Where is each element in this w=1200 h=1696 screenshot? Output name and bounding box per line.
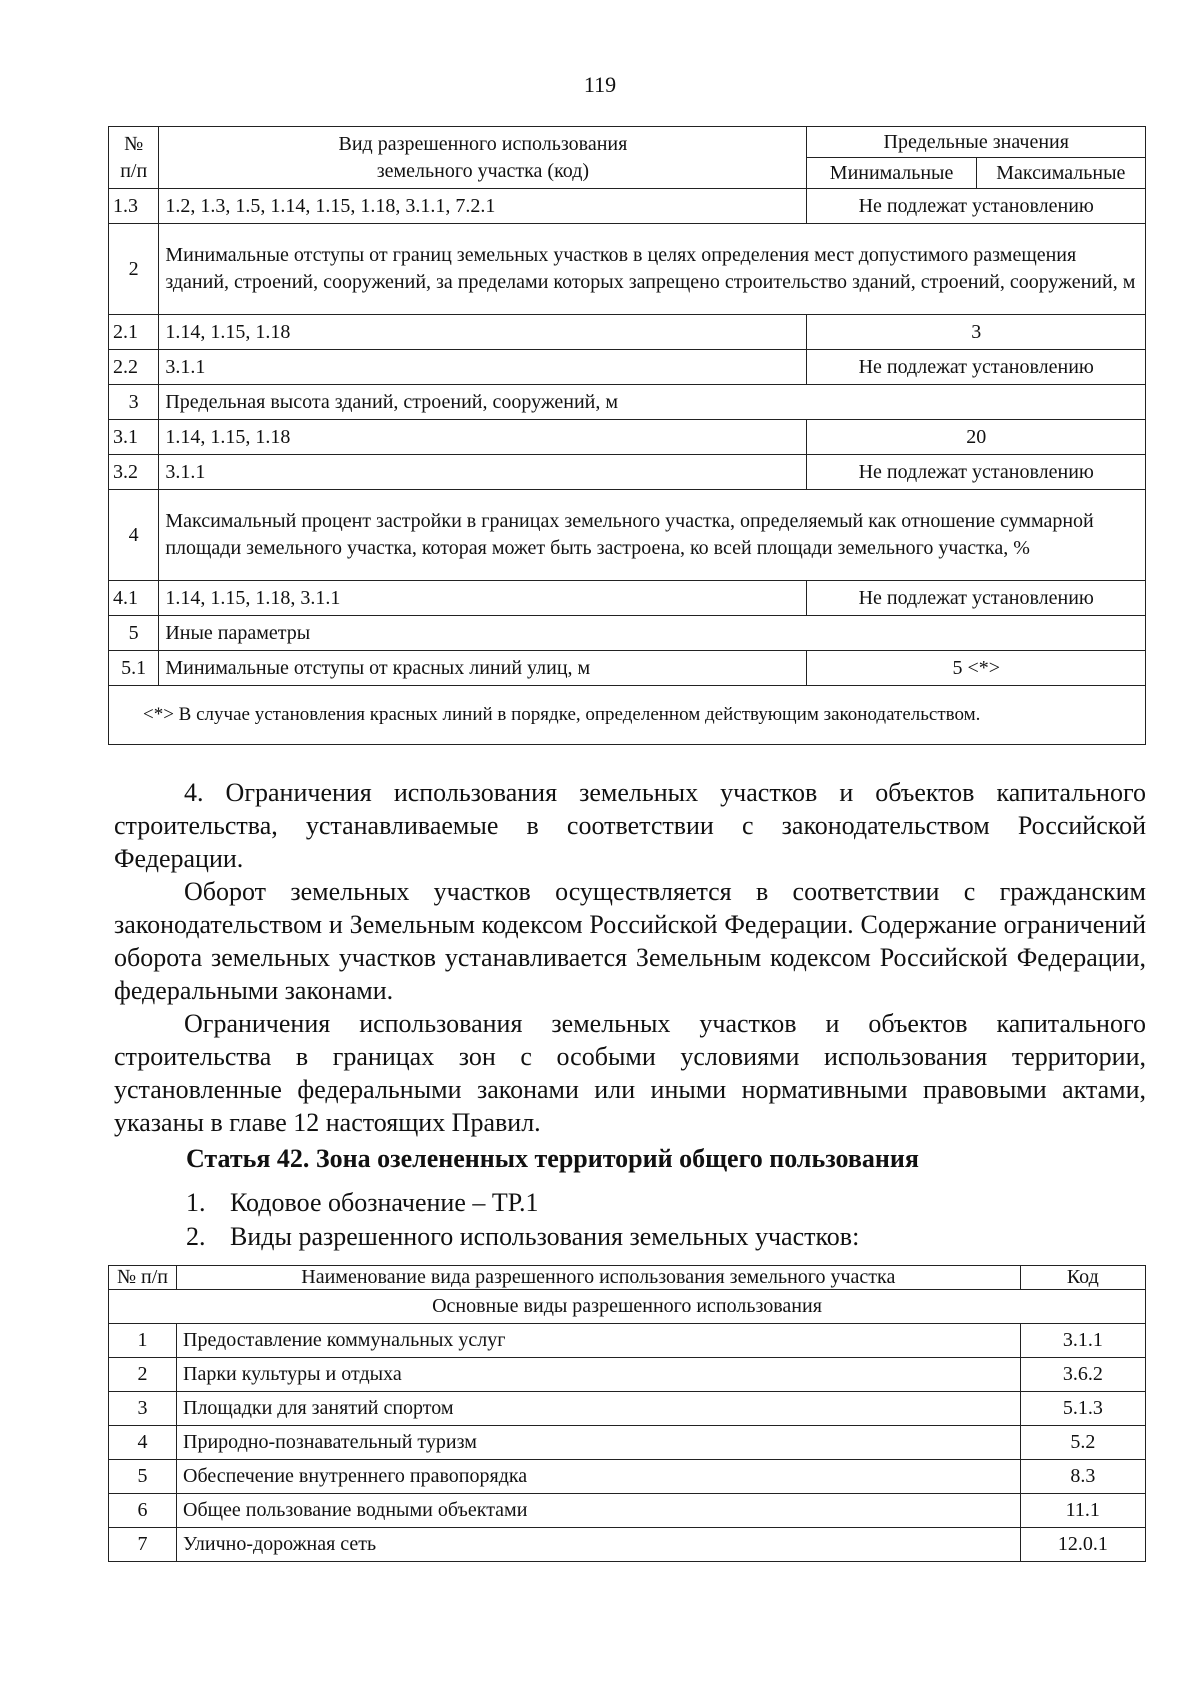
list-item [186, 1222, 859, 1252]
header-code: Код [1020, 1266, 1145, 1290]
row-name: Обеспечение внутреннего правопорядка [177, 1460, 1021, 1494]
header-num: № п/п [109, 1266, 177, 1290]
row-value: 3 [807, 315, 1146, 350]
row-name: 1.14, 1.15, 1.18, 3.1.1 [159, 581, 807, 616]
table-header-row [109, 1266, 1146, 1290]
row-name: Парки культуры и отдыха [177, 1358, 1021, 1392]
row-text: Предельная высота зданий, строений, сооружений, м [159, 385, 1146, 420]
paragraph-zone-restrictions [114, 1007, 1146, 1139]
row-num: 5.1 [109, 651, 159, 686]
row-code: 5.2 [1020, 1426, 1145, 1460]
table-row [109, 455, 1146, 490]
row-num: 4 [109, 1426, 177, 1460]
footnote-text: <*> В случае установления красных линий в порядке, определенном действующим законодательством. [143, 704, 981, 725]
section-title: Основные виды разрешенного использования [109, 1290, 1146, 1324]
row-name: Улично-дорожная сеть [177, 1528, 1021, 1562]
row-name: Площадки для занятий спортом [177, 1392, 1021, 1426]
row-num: 1.3 [109, 189, 159, 224]
row-num: 2.2 [109, 350, 159, 385]
row-name: 1.14, 1.15, 1.18 [159, 420, 807, 455]
row-num: 1 [109, 1324, 177, 1358]
list-item-number: 1. [186, 1188, 206, 1217]
table-row [109, 1426, 1146, 1460]
row-text: Минимальные отступы от границ земельных участков в целях определения мест допустимого размещения зданий, строений, сооружений, за пределами которых запрещено строительство зданий, строений, сооружений, м [159, 224, 1146, 315]
row-value: Не подлежат установлению [807, 455, 1146, 490]
table-row [109, 420, 1146, 455]
row-name: Общее пользование водными объектами [177, 1494, 1021, 1528]
table-row [109, 1494, 1146, 1528]
page-number: 119 [583, 72, 617, 97]
row-num: 4 [109, 490, 159, 581]
header-name [159, 127, 807, 189]
row-value: 20 [807, 420, 1146, 455]
table-row [109, 350, 1146, 385]
paragraph-text: 4. Ограничения использования земельных участков и объектов капитального строительства, устанавливаемые в соответствии с законодательством Российской Федерации. [114, 778, 1146, 873]
list-item-text: Кодовое обозначение – ТР.1 [230, 1188, 539, 1217]
row-num: 5 [109, 616, 159, 651]
row-num: 2 [109, 224, 159, 315]
table-row [109, 581, 1146, 616]
row-code: 11.1 [1020, 1494, 1145, 1528]
row-text: Иные параметры [159, 616, 1146, 651]
row-num: 6 [109, 1494, 177, 1528]
table-header-row [109, 127, 1146, 158]
table-row [109, 1324, 1146, 1358]
row-value: Не подлежат установлению [807, 581, 1146, 616]
header-limits: Предельные значения [807, 127, 1146, 158]
row-value: Не подлежат установлению [807, 350, 1146, 385]
paragraph-restrictions-heading [114, 776, 1146, 875]
table-row [109, 1392, 1146, 1426]
header-min: Минимальные [807, 158, 976, 189]
header-name-line1: Вид разрешенного использования [338, 132, 628, 155]
article-title: Статья 42. Зона озелененных территорий общего пользования [186, 1144, 919, 1173]
paragraph-text: Оборот земельных участков осуществляется в соответствии с гражданским законодательством и Земельным кодексом Российской Федерации. Содержание ограничений оборота земельных участков устанавливается Земельным кодексом Российской Федерации, федеральными законами. [114, 877, 1146, 1005]
row-name: 1.14, 1.15, 1.18 [159, 315, 807, 350]
row-code: 3.6.2 [1020, 1358, 1145, 1392]
table-row [109, 189, 1146, 224]
row-text: Максимальный процент застройки в границах земельного участка, определяемый как отношение суммарной площади земельного участка, которая может быть застроена, ко всей площади земельного участка, % [159, 490, 1146, 581]
header-name: Наименование вида разрешенного использования земельного участка [177, 1266, 1021, 1290]
footnote-row [109, 686, 1146, 745]
row-value: Не подлежат установлению [807, 189, 1146, 224]
row-num: 4.1 [109, 581, 159, 616]
row-num: 2.1 [109, 315, 159, 350]
row-num: 3 [109, 385, 159, 420]
row-num: 7 [109, 1528, 177, 1562]
table-row [109, 1528, 1146, 1562]
row-num: 2 [109, 1358, 177, 1392]
paragraph-text: Ограничения использования земельных участков и объектов капитального строительства в границах зон с особыми условиями использования территории, установленные федеральными законами или иными нормативными правовыми актами, указаны в главе 12 настоящих Правил. [114, 1009, 1146, 1137]
table-row [109, 385, 1146, 420]
row-code: 12.0.1 [1020, 1528, 1145, 1562]
row-num: 3 [109, 1392, 177, 1426]
header-max: Максимальные [976, 158, 1145, 189]
paragraph-land-turnover [114, 875, 1146, 1007]
row-name: Природно-познавательный туризм [177, 1426, 1021, 1460]
table-row [109, 224, 1146, 315]
table-row [109, 651, 1146, 686]
row-code: 5.1.3 [1020, 1392, 1145, 1426]
permitted-uses-table [108, 1265, 1146, 1562]
table-row [109, 1460, 1146, 1494]
list-item-number: 2. [186, 1222, 206, 1251]
list-item-text: Виды разрешенного использования земельных участков: [230, 1222, 860, 1251]
footnote [109, 686, 1146, 745]
row-code: 3.1.1 [1020, 1324, 1145, 1358]
header-name-line2: земельного участка (код) [376, 159, 590, 182]
table-row [109, 315, 1146, 350]
row-name: 1.2, 1.3, 1.5, 1.14, 1.15, 1.18, 3.1.1, 7.2.1 [159, 189, 807, 224]
row-num: 3.2 [109, 455, 159, 490]
row-name: 3.1.1 [159, 350, 807, 385]
header-num: № п/п [109, 127, 159, 189]
list-item [186, 1188, 538, 1218]
row-name: 3.1.1 [159, 455, 807, 490]
row-name: Предоставление коммунальных услуг [177, 1324, 1021, 1358]
row-name: Минимальные отступы от красных линий улиц, м [159, 651, 807, 686]
section-row [109, 1290, 1146, 1324]
row-code: 8.3 [1020, 1460, 1145, 1494]
row-value: 5 <*> [807, 651, 1146, 686]
parameters-table [108, 126, 1146, 745]
table-row [109, 1358, 1146, 1392]
table-row [109, 490, 1146, 581]
row-num: 5 [109, 1460, 177, 1494]
table-row [109, 616, 1146, 651]
row-num: 3.1 [109, 420, 159, 455]
